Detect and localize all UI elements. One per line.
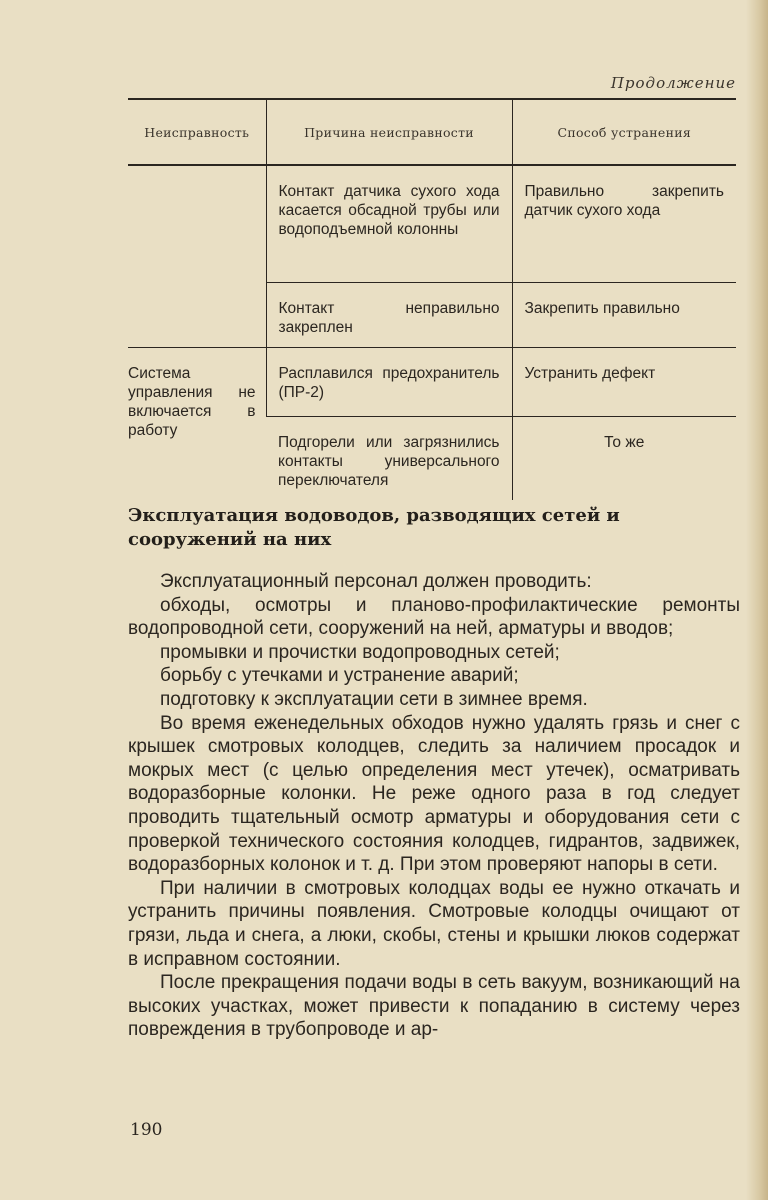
page-edge bbox=[746, 0, 768, 1200]
paragraph: подготовку к эксплуатации сети в зимнее время. bbox=[160, 688, 588, 710]
page-number: 190 bbox=[130, 1120, 163, 1140]
body-text bbox=[128, 570, 740, 1042]
paragraph: борьбу с утечками и устранение аварий; bbox=[160, 665, 519, 687]
remedy-cell: Правильно закрепить датчик сухого хода bbox=[512, 165, 736, 283]
fault-cell bbox=[128, 283, 266, 348]
remedy-cell: Закрепить правильно bbox=[512, 283, 736, 348]
paragraph: промывки и прочистки водопроводных сетей; bbox=[160, 641, 560, 663]
section-heading: Эксплуатация водоводов, разводящих сетей и сооружений на них bbox=[128, 505, 620, 550]
paragraph: Эксплуатационный персонал должен проводить: bbox=[160, 571, 592, 592]
cause-cell: Расплавился предохранитель (ПР-2) bbox=[266, 348, 512, 417]
table-header-row bbox=[128, 99, 736, 165]
remedy-cell: Устранить дефект bbox=[512, 348, 736, 417]
continued-label: Продолжение bbox=[610, 74, 736, 92]
fault-cell: Система управления не включается в работу bbox=[128, 365, 256, 439]
column-header-fault: Неисправность bbox=[128, 99, 266, 165]
cause-cell: Контакт неправильно закреплен bbox=[266, 283, 512, 348]
paragraph: При наличии в смотровых колодцах воды ее нужно откачать и устранить причины появления. Смотровые колодцы очищают от грязи, льда и снега, а люки, скобы, стены и крышки люков содержат в исправном состоянии. bbox=[128, 877, 740, 970]
paragraph: После прекращения подачи воды в сеть вакуум, возникающий на высоких участках, может привести к попаданию в систему через повреждения в трубопроводе и ар- bbox=[128, 972, 740, 1041]
column-header-cause: Причина неисправности bbox=[266, 99, 512, 165]
table-row bbox=[128, 283, 736, 348]
fault-table bbox=[128, 98, 736, 500]
paragraph: обходы, осмотры и планово-профилактические ремонты водопроводной сети, сооружений на ней, арматуры и вводов; bbox=[128, 594, 740, 640]
remedy-cell: То же bbox=[512, 417, 736, 501]
table-row bbox=[128, 348, 736, 417]
table-row bbox=[128, 165, 736, 283]
fault-cell bbox=[128, 165, 266, 283]
paragraph: Во время еженедельных обходов нужно удалять грязь и снег с крышек смотровых колодцев, следить за наличием просадок и мокрых мест (с целью определения мест утечек), осматривать водоразборные колонки. Не реже одного раза в год следует проводить тщательный осмотр арматуры и оборудования сети с проверкой технического состояния колодцев, гидрантов, задвижек, водоразборных колонок и т. д. При этом проверяют напоры в сети. bbox=[128, 712, 740, 876]
cause-cell: Контакт датчика сухого хода касается обсадной трубы или водоподъемной колонны bbox=[266, 165, 512, 283]
column-header-remedy: Способ устранения bbox=[512, 99, 736, 165]
cause-cell: Подгорели или загрязнились контакты универсального переключателя bbox=[278, 434, 500, 489]
